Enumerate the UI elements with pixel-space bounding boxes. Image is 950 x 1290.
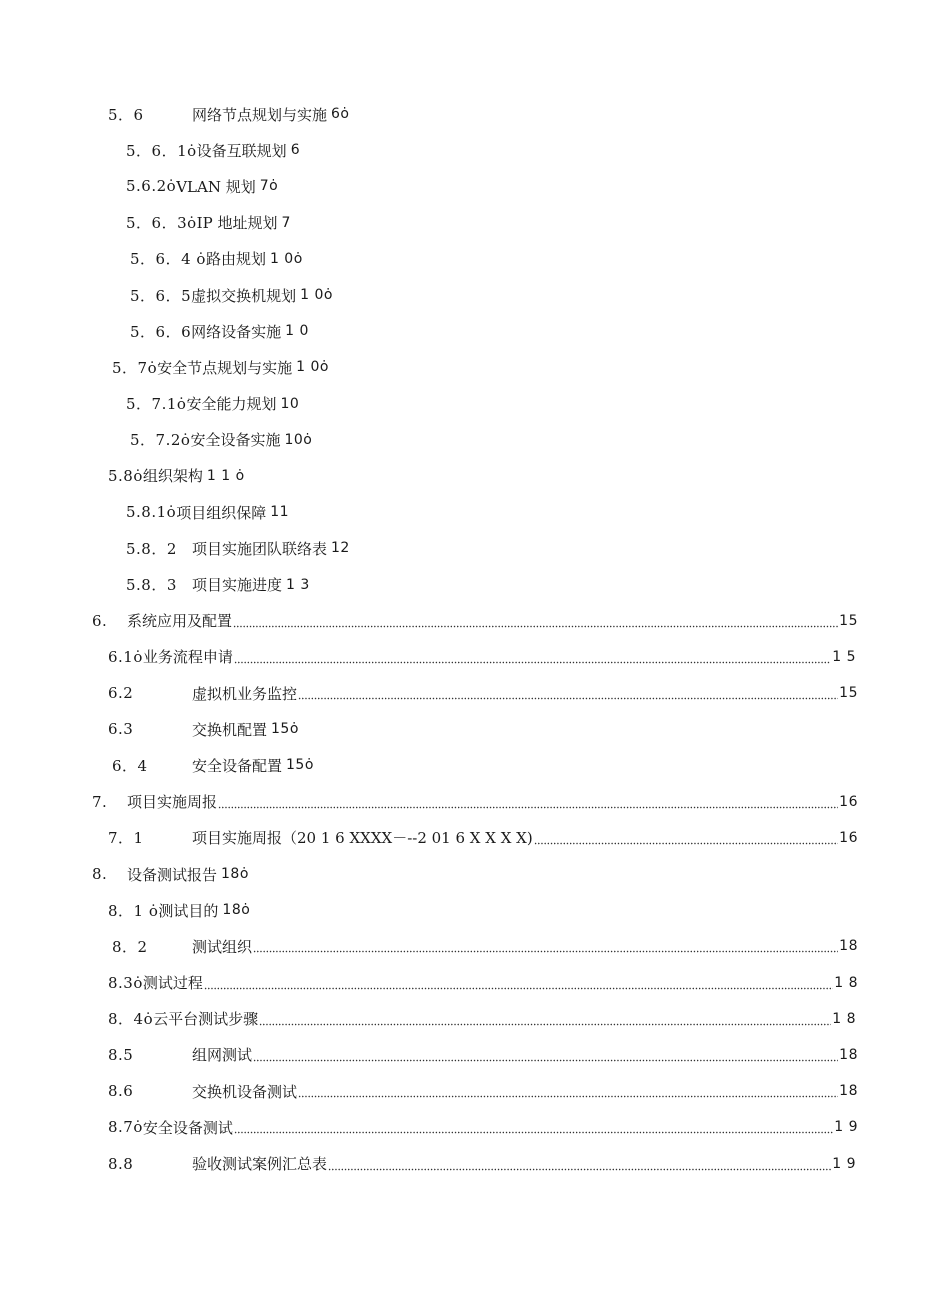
dot-leader: [328, 1157, 831, 1171]
toc-entry-title: 测试组织: [192, 937, 253, 956]
toc-entry-page: 7ȯ: [259, 178, 279, 195]
toc-entry-page: 1 0ȯ: [300, 287, 333, 304]
toc-entry-page: 1 8: [834, 974, 858, 991]
toc-entry-page: 15: [839, 685, 858, 702]
toc-entry-number: 6.2: [108, 684, 134, 703]
toc-entry-title: 虚拟机业务监控: [192, 684, 298, 703]
toc-entry-title: 设备测试报告: [127, 865, 218, 884]
toc-entry-number: 8.: [92, 865, 108, 884]
toc-entry[interactable]: [0, 1109, 950, 1145]
toc-entry-title: 系统应用及配置: [127, 612, 233, 631]
toc-entry-page: 10: [280, 395, 300, 412]
toc-entry-page: 1 5: [832, 648, 856, 665]
toc-entry-title: 测试目的: [158, 901, 219, 920]
toc-entry-number: 7.: [92, 792, 108, 811]
toc-entry-page: 1 3: [286, 576, 310, 593]
toc-entry-number: 5.6.2ȯ: [126, 177, 177, 196]
toc-entry-title: 虚拟交换机规划: [191, 286, 297, 305]
toc-entry-page: 7: [281, 214, 291, 231]
toc-entry-number: 8．4ȯ: [108, 1010, 154, 1029]
toc-entry-title: 安全设备实施: [190, 431, 281, 450]
dot-leader: [233, 614, 838, 628]
toc-entry[interactable]: [0, 1145, 950, 1181]
toc-entry[interactable]: [0, 639, 950, 675]
toc-entry[interactable]: [0, 1073, 950, 1109]
dot-leader: [253, 1048, 838, 1062]
toc-entry[interactable]: [0, 856, 950, 892]
toc-entry-page: 18: [839, 1083, 858, 1100]
toc-entry-title: 网络设备实施: [191, 322, 282, 341]
toc-entry-number: 5.8．2: [126, 539, 177, 558]
toc-entry-title: 业务流程申请: [142, 648, 233, 667]
toc-entry-title: 安全设备配置: [192, 756, 283, 775]
table-of-contents: [0, 96, 950, 1182]
toc-entry-page: 15: [839, 612, 858, 629]
toc-entry-page: 15ȯ: [271, 721, 299, 738]
toc-entry-number: 8.5: [108, 1045, 134, 1064]
toc-entry-title: 项目实施周报: [127, 793, 218, 812]
toc-entry-page: 18ȯ: [221, 866, 249, 883]
toc-entry-page: 1 9: [832, 1155, 856, 1172]
toc-entry[interactable]: [0, 168, 950, 204]
toc-entry[interactable]: [0, 386, 950, 422]
toc-entry-page: 12: [331, 540, 350, 557]
toc-entry[interactable]: [0, 675, 950, 711]
toc-entry-title: 网络节点规划与实施: [192, 105, 328, 124]
toc-entry-number: 8．1 ȯ: [108, 901, 159, 920]
toc-entry-page: 6ȯ: [331, 106, 350, 123]
toc-entry-number: 6.1ȯ: [108, 647, 143, 666]
toc-entry-number: 6．4: [112, 756, 148, 775]
toc-entry[interactable]: [0, 1001, 950, 1037]
toc-entry-page: 15ȯ: [286, 757, 314, 774]
dot-leader: [298, 1084, 838, 1098]
toc-entry-number: 7．1: [108, 829, 144, 848]
dot-leader: [253, 939, 838, 953]
toc-entry-number: 5．6．5: [130, 286, 192, 305]
toc-entry[interactable]: [0, 603, 950, 639]
toc-entry[interactable]: [0, 820, 950, 856]
toc-entry[interactable]: [0, 132, 950, 168]
toc-entry-page: 1 9: [834, 1119, 858, 1136]
toc-entry-title: 组网测试: [192, 1046, 253, 1065]
dot-leader: [234, 1120, 833, 1134]
toc-entry[interactable]: [0, 566, 950, 602]
toc-entry-page: 1 0ȯ: [296, 359, 329, 376]
toc-entry-number: 6.3: [108, 720, 134, 739]
toc-entry-page: 18: [839, 938, 858, 955]
toc-entry-title: 验收测试案例汇总表: [192, 1155, 328, 1174]
dot-leader: [298, 686, 838, 700]
toc-entry-number: 5．7.1ȯ: [126, 395, 187, 414]
toc-entry-number: 8.7ȯ: [108, 1118, 143, 1137]
toc-entry-title: 安全能力规划: [186, 395, 277, 414]
dot-leader: [218, 795, 838, 809]
toc-entry[interactable]: [0, 784, 950, 820]
toc-entry[interactable]: [0, 711, 950, 747]
toc-entry-number: 6.: [92, 611, 108, 630]
toc-entry-number: 5.8ȯ: [108, 466, 143, 485]
toc-entry-title: 设备互联规划: [196, 141, 287, 160]
toc-entry[interactable]: [0, 892, 950, 928]
toc-entry-page: 1 8: [832, 1010, 856, 1027]
toc-entry-title: 项目实施团队联络表: [192, 539, 328, 558]
dot-leader: [204, 976, 833, 990]
dot-leader: [259, 1012, 831, 1026]
toc-entry-page: 18ȯ: [222, 902, 251, 919]
toc-entry-number: 5．6．3ȯ: [126, 214, 197, 233]
toc-entry[interactable]: [0, 205, 950, 241]
toc-entry-title: VLAN 规划: [176, 177, 256, 196]
toc-entry-number: 5．6: [108, 105, 144, 124]
toc-entry-number: 8．2: [112, 937, 148, 956]
toc-entry-number: 8.6: [108, 1082, 134, 1101]
toc-entry-number: 5.8.1ȯ: [126, 503, 177, 522]
toc-entry-page: 10ȯ: [284, 431, 313, 448]
toc-entry-number: 8.3ȯ: [108, 973, 143, 992]
toc-entry-number: 5．6．6: [130, 322, 192, 341]
toc-entry[interactable]: [0, 96, 950, 132]
toc-entry-page: 6: [290, 142, 301, 159]
toc-entry[interactable]: [0, 313, 950, 349]
toc-entry-title: 项目组织保障: [176, 503, 267, 522]
toc-entry[interactable]: [0, 1037, 950, 1073]
toc-entry-number: 8.8: [108, 1154, 134, 1173]
dot-leader: [234, 650, 831, 664]
toc-entry-title: 云平台测试步骤: [153, 1010, 259, 1029]
toc-entry-number: 5．7ȯ: [112, 358, 158, 377]
toc-entry-page: 11: [270, 504, 290, 521]
toc-entry-page: 16: [839, 829, 858, 846]
toc-entry-number: 5．7.2ȯ: [130, 431, 191, 450]
toc-entry-title: 交换机设备测试: [192, 1082, 298, 1101]
dot-leader: [534, 831, 838, 845]
toc-entry[interactable]: [0, 241, 950, 277]
toc-entry[interactable]: [0, 422, 950, 458]
toc-entry-page: 1 0ȯ: [269, 250, 303, 267]
toc-entry-number: 5．6．1ȯ: [126, 141, 197, 160]
toc-entry-title: 组织架构: [142, 467, 203, 486]
toc-entry-page: 16: [839, 793, 858, 810]
toc-entry-title: IP 地址规划: [196, 214, 278, 233]
toc-entry-page: 18: [839, 1046, 858, 1063]
toc-entry[interactable]: [0, 349, 950, 385]
toc-entry-title: 交换机配置: [192, 720, 268, 739]
toc-entry[interactable]: [0, 747, 950, 783]
toc-entry[interactable]: [0, 530, 950, 566]
toc-entry-title: 项目实施周报（20 1 6 XXXX－--2 01 6 X X X X): [192, 829, 533, 848]
toc-entry-number: 5.8．3: [126, 576, 177, 595]
toc-entry-title: 测试过程: [142, 974, 203, 993]
toc-entry-title: 安全节点规划与实施: [157, 358, 293, 377]
toc-entry-title: 路由规划: [205, 250, 266, 269]
toc-entry-page: 1 1 ȯ: [206, 467, 245, 484]
toc-entry[interactable]: [0, 928, 950, 964]
toc-entry-title: 安全设备测试: [142, 1118, 233, 1137]
toc-entry-page: 1 0: [285, 323, 309, 340]
toc-entry[interactable]: [0, 458, 950, 494]
toc-entry[interactable]: [0, 965, 950, 1001]
toc-entry[interactable]: [0, 277, 950, 313]
toc-entry-title: 项目实施进度: [192, 576, 283, 595]
toc-entry-number: 5．6．4 ȯ: [130, 250, 206, 269]
toc-entry[interactable]: [0, 494, 950, 530]
